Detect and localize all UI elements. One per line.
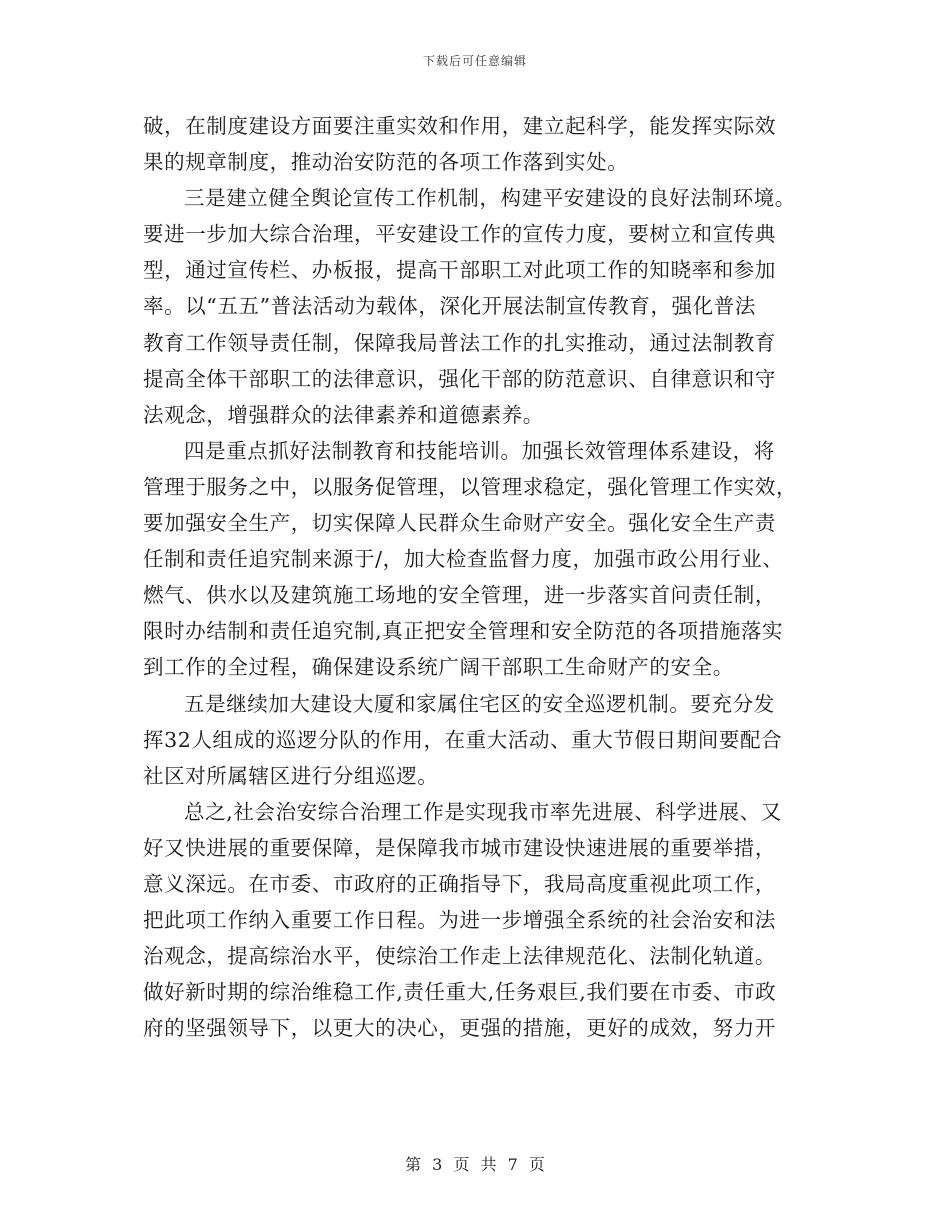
body-text bbox=[143, 108, 811, 1046]
text-line: 意义深远。在市委、市政府的正确指导下，我局高度重视此项工作， bbox=[143, 871, 776, 896]
text-line: 限时办结制和责任追究制,真正把安全管理和安全防范的各项措施落实 bbox=[143, 619, 784, 644]
text-line: 破，在制度建设方面要注重实效和作用，建立起科学，能发挥实际效 bbox=[143, 114, 776, 138]
text-line: 教育工作领导责任制，保障我局普法工作的扎实推动，通过法制教育 bbox=[143, 330, 776, 355]
text-line: 提高全体干部职工的法律意识，强化干部的防范意识、自律意识和守 bbox=[143, 366, 776, 391]
text-line: 把此项工作纳入重要工作日程。为进一步增强全系统的社会治安和法 bbox=[143, 908, 776, 933]
text-line: 好又快进展的重要保障，是保障我市城市建设快速进展的重要举措， bbox=[143, 835, 776, 860]
text-line: 法观念，增强群众的法律素养和道德素养。 bbox=[143, 402, 544, 427]
text-line: 管理于服务之中，以服务促管理，以管理求稳定，强化管理工作实效， bbox=[143, 474, 798, 499]
text-line: 型，通过宣传栏、办板报，提高干部职工对此项工作的知晓率和参加 bbox=[143, 258, 776, 283]
text-line: 果的规章制度，推动治安防范的各项工作落到实处。 bbox=[143, 150, 629, 175]
text-line: 治观念，提高综治水平，使综治工作走上法律规范化、法制化轨道。 bbox=[143, 944, 776, 969]
text-line: 到工作的全过程，确保建设系统广阔干部职工生命财产的安全。 bbox=[143, 655, 734, 680]
text-line: 率。以“五五”普法活动为载体，深化开展法制宣传教育，强化普法 bbox=[143, 294, 756, 319]
text-line: 做好新时期的综治维稳工作,责任重大,任务艰巨,我们要在市委、市政 bbox=[143, 980, 777, 1005]
text-line: 任制和责任追究制来源于/，加大检查监督力度，加强市政公用行业、 bbox=[143, 547, 784, 572]
paragraph-start-line: 总之,社会治安综合治理工作是实现我市率先进展、科学进展、又 bbox=[184, 799, 782, 824]
text-line: 社区对所属辖区进行分组巡逻。 bbox=[143, 763, 439, 788]
text-line: 挥32人组成的巡逻分队的作用，在重大活动、重大节假日期间要配合 bbox=[143, 727, 783, 752]
paragraph-start-line: 四是重点抓好法制教育和技能培训。加强长效管理体系建设，将 bbox=[184, 438, 775, 463]
page-number: 第 3 页 共 7 页 bbox=[405, 1155, 545, 1174]
text-line: 府的坚强领导下，以更大的决心，更强的措施，更好的成效，努力开 bbox=[143, 1016, 776, 1041]
text-line: 要加强安全生产，切实保障人民群众生命财产安全。强化安全生产责 bbox=[143, 511, 776, 536]
text-line: 要进一步加大综合治理，平安建设工作的宣传力度，要树立和宣传典 bbox=[143, 222, 776, 247]
page-header: 下载后可任意编辑 bbox=[422, 54, 527, 68]
paragraph-start-line: 三是建立健全舆论宣传工作机制，构建平安建设的良好法制环境。 bbox=[184, 186, 796, 211]
text-line: 燃气、供水以及建筑施工场地的安全管理，进一步落实首问责任制， bbox=[143, 583, 776, 608]
paragraph-start-line: 五是继续加大建设大厦和家属住宅区的安全巡逻机制。要充分发 bbox=[184, 691, 775, 716]
